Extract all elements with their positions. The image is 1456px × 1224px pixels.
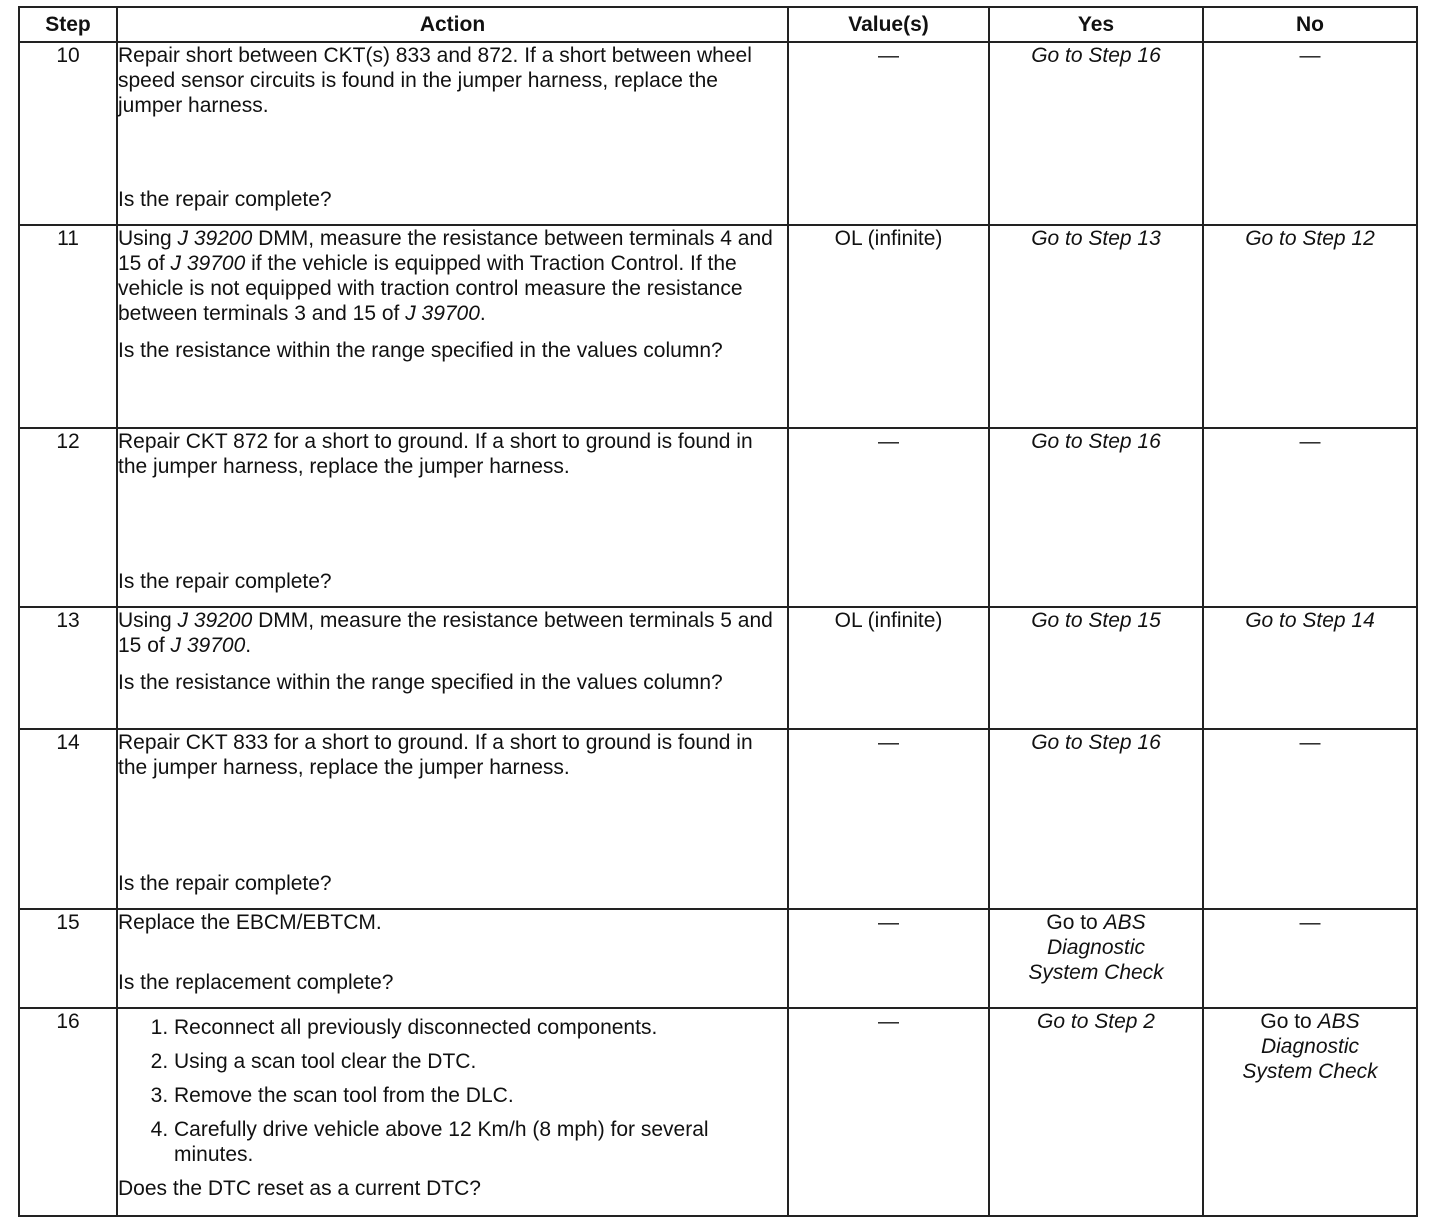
value-dash: —: [878, 911, 899, 934]
value-dash: —: [878, 430, 899, 453]
no-dash: —: [1299, 911, 1321, 934]
action-cell: [117, 729, 788, 909]
header-action: Action: [117, 7, 788, 42]
value-cell: [788, 42, 989, 225]
list-item: 4. Carefully drive vehicle above 12 Km/h (8 mph) for several minutes.: [174, 1117, 787, 1167]
no-link[interactable]: Go to Step 12: [1245, 227, 1375, 250]
action-question: Does the DTC reset as a current DTC?: [118, 1177, 481, 1200]
action-text: Using J 39200 DMM, measure the resistance between terminals 4 and 15 of J 39700 if the vehicle is equipped with Traction Control. If the vehicle is not equipped with traction control measure the resistance between terminals 3 and 15 of J 39700.: [118, 227, 773, 325]
no-cell: [1203, 729, 1417, 909]
table-row: [19, 729, 1417, 909]
value-dash: —: [878, 731, 899, 754]
action-text: Repair short between CKT(s) 833 and 872. If a short between wheel speed sensor circuits is found in the jumper harness, replace the jumper harness.: [118, 44, 752, 117]
no-cell: [1203, 42, 1417, 225]
step-number: 12: [19, 428, 117, 607]
step-number: 14: [19, 729, 117, 909]
action-question: Is the repair complete?: [118, 872, 332, 895]
action-question: Is the repair complete?: [118, 188, 332, 211]
action-cell: [117, 428, 788, 607]
table-row: [19, 607, 1417, 729]
action-question: Is the repair complete?: [118, 570, 332, 593]
yes-cell: [989, 729, 1203, 909]
list-item: 1. Reconnect all previously disconnected components.: [174, 1015, 787, 1040]
action-cell: [117, 909, 788, 1008]
action-cell: [117, 42, 788, 225]
action-text: Repair CKT 833 for a short to ground. If a short to ground is found in the jumper harness, replace the jumper harness.: [118, 731, 753, 779]
value-text: OL (infinite): [834, 227, 943, 250]
yes-cell: [989, 42, 1203, 225]
value-cell: [788, 1008, 989, 1216]
table-row: [19, 225, 1417, 428]
tool-ref: J 39700: [170, 634, 246, 657]
yes-link[interactable]: Go to Step 13: [1031, 227, 1161, 250]
tool-ref: J 39700: [170, 252, 246, 275]
header-values: Value(s): [788, 7, 989, 42]
table-row: [19, 1008, 1417, 1216]
no-cell: [1203, 428, 1417, 607]
no-link[interactable]: Go to ABS Diagnostic System Check: [1242, 1010, 1378, 1083]
no-link[interactable]: Go to Step 14: [1245, 609, 1375, 632]
step-number: 10: [19, 42, 117, 225]
tool-ref: J 39200: [177, 227, 253, 250]
value-cell: [788, 729, 989, 909]
header-step: Step: [19, 7, 117, 42]
value-dash: —: [878, 44, 899, 67]
yes-cell: [989, 1008, 1203, 1216]
value-cell: [788, 428, 989, 607]
tool-ref: J 39700: [405, 302, 480, 325]
yes-link[interactable]: Go to Step 15: [1031, 609, 1161, 632]
header-yes: Yes: [989, 7, 1203, 42]
diagnostic-table: [18, 6, 1418, 1217]
value-dash: —: [878, 1010, 899, 1033]
no-cell: [1203, 225, 1417, 428]
no-cell: [1203, 607, 1417, 729]
no-cell: [1203, 909, 1417, 1008]
yes-link[interactable]: Go to Step 16: [1031, 430, 1161, 453]
step-number: 11: [19, 225, 117, 428]
tool-ref: J 39200: [177, 609, 253, 632]
list-item: 2. Using a scan tool clear the DTC.: [174, 1049, 787, 1074]
list-item: 3. Remove the scan tool from the DLC.: [174, 1083, 787, 1108]
yes-cell: [989, 428, 1203, 607]
action-question: Is the resistance within the range specified in the values column?: [118, 339, 723, 362]
value-cell: [788, 225, 989, 428]
yes-link[interactable]: Go to Step 16: [1031, 731, 1161, 754]
action-text: Repair CKT 872 for a short to ground. If a short to ground is found in the jumper harness, replace the jumper harness.: [118, 430, 753, 478]
no-dash: —: [1299, 44, 1321, 67]
table-row: [19, 428, 1417, 607]
step-number: 15: [19, 909, 117, 1008]
yes-link[interactable]: Go to ABS Diagnostic System Check: [1028, 911, 1164, 984]
action-question: Is the replacement complete?: [118, 971, 394, 994]
action-text: Using J 39200 DMM, measure the resistance between terminals 5 and 15 of J 39700.: [118, 609, 773, 657]
no-dash: —: [1299, 731, 1321, 754]
value-cell: [788, 909, 989, 1008]
step-number: 13: [19, 607, 117, 729]
action-cell: [117, 607, 788, 729]
yes-link[interactable]: Go to Step 2: [1037, 1010, 1155, 1033]
header-row: [19, 7, 1417, 42]
yes-cell: [989, 607, 1203, 729]
step-number: 16: [19, 1008, 117, 1216]
table-row: [19, 909, 1417, 1008]
table-row: [19, 42, 1417, 225]
value-cell: [788, 607, 989, 729]
action-cell: [117, 1008, 788, 1216]
yes-cell: [989, 225, 1203, 428]
yes-cell: [989, 909, 1203, 1008]
action-text: Replace the EBCM/EBTCM.: [118, 911, 382, 934]
header-no: No: [1203, 7, 1417, 42]
action-question: Is the resistance within the range specified in the values column?: [118, 671, 723, 694]
no-cell: [1203, 1008, 1417, 1216]
yes-link[interactable]: Go to Step 16: [1031, 44, 1161, 67]
procedure-list: [118, 1015, 787, 1167]
no-dash: —: [1299, 430, 1321, 453]
value-text: OL (infinite): [834, 609, 943, 632]
action-cell: [117, 225, 788, 428]
